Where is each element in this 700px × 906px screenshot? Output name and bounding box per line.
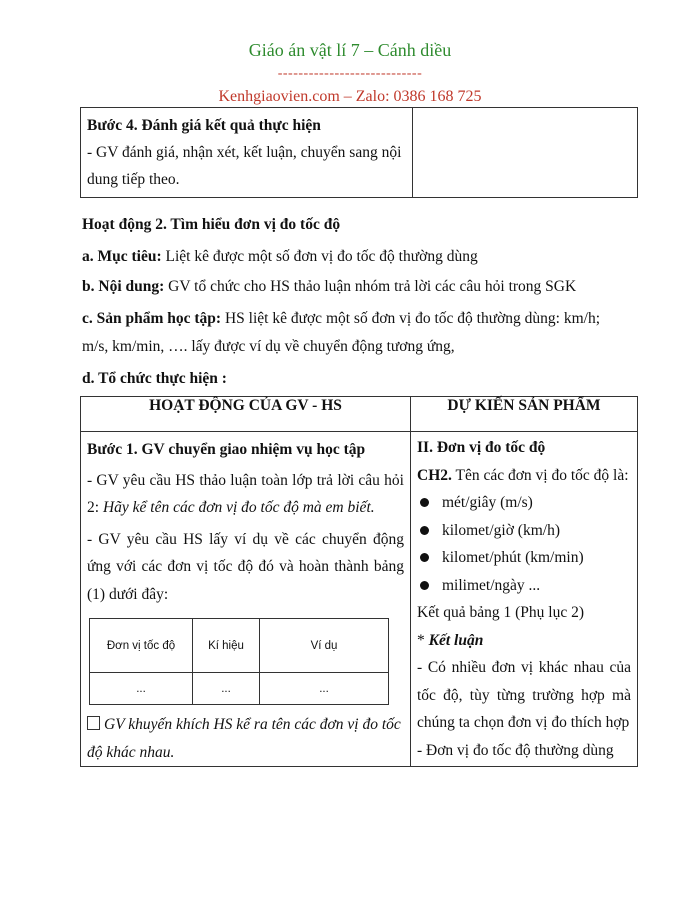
content-line: b. Nội dung: GV tổ chức cho HS thảo luận nhóm trả lời các câu hỏi trong SGK [82, 278, 577, 295]
step4-body: - GV đánh giá, nhận xét, kết luận, chuyển sang nội dung tiếp theo. [87, 144, 402, 188]
section-heading: II. Đơn vị đo tốc độ [417, 439, 546, 456]
unit-list-item: mét/giây (m/s) [417, 489, 631, 517]
encourage-note: GV khuyến khích HS kể ra tên các đơn vị đo tốc độ khác nhau. [87, 716, 401, 761]
inner-cell: ... [90, 673, 193, 705]
step4-heading: Bước 4. Đánh giá kết quả thực hiện [87, 117, 321, 134]
unit-list-item: milimet/ngày ... [417, 572, 631, 600]
inner-cell: ... [193, 673, 260, 705]
objective-line: a. Mục tiêu: Liệt kê được một số đơn vị đo tốc độ thường dùng [82, 248, 478, 265]
product-line-1: c. Sản phẩm học tập: HS liệt kê được một số đơn vị đo tốc độ thường dùng: km/h; [82, 310, 601, 327]
activity-title: Hoạt động 2. Tìm hiểu đơn vị đo tốc độ [82, 216, 341, 233]
document-header-subtitle: Kenhgiaovien.com – Zalo: 0386 168 725 [218, 88, 482, 105]
inner-header-example: Ví dụ [260, 619, 389, 673]
task-paragraph-1: - GV yêu cầu HS thảo luận toàn lớp trả lời câu hỏi 2: Hãy kể tên các đơn vị đo tốc độ mà em biết. [87, 471, 404, 516]
checkbox-glyph-icon [87, 716, 100, 730]
organize-label: d. Tổ chức thực hiện : [82, 370, 227, 387]
col-header-activities: HOẠT ĐỘNG CỦA GV - HS [81, 397, 411, 432]
task-paragraph-2: - GV yêu cầu HS lấy ví dụ về các chuyển động ứng với các đơn vị tốc độ đó và hoàn thành bảng (1) dưới đây: [87, 530, 404, 603]
col-header-products: DỰ KIẾN SẢN PHẨM [411, 397, 638, 432]
unit-list-item: kilomet/phút (km/min) [417, 544, 631, 572]
step4-empty-cell [413, 108, 638, 198]
expected-product-cell [411, 432, 638, 767]
conclusion-heading: * Kết luận [417, 631, 484, 649]
inner-header-unit: Đơn vị tốc độ [90, 619, 193, 673]
step4-cell [81, 108, 413, 198]
bullet-icon [420, 498, 429, 507]
bullet-icon [420, 581, 429, 590]
step1-heading: Bước 1. GV chuyển giao nhiệm vụ học tập [87, 441, 366, 458]
step4-table [80, 107, 638, 198]
bullet-icon [420, 553, 429, 562]
activity-table [80, 396, 638, 767]
teacher-student-cell [81, 432, 411, 767]
conclusion-paragraph-2: - Đơn vị đo tốc độ thường dùng [417, 741, 614, 759]
units-example-table [89, 618, 389, 705]
product-line-2: m/s, km/min, …. lấy được ví dụ về chuyển động tương ứng, [82, 338, 455, 355]
ch2-line: CH2. Tên các đơn vị đo tốc độ là: [417, 466, 629, 484]
header-dash-divider: ---------------------------- [277, 66, 423, 81]
result-line: Kết quả bảng 1 (Phụ lục 2) [417, 604, 585, 621]
unit-list-item: kilomet/giờ (km/h) [417, 517, 631, 545]
document-header-title: Giáo án vật lí 7 – Cánh diều [248, 40, 452, 60]
conclusion-paragraph-1: - Có nhiều đơn vị khác nhau của tốc độ, tùy từng trường hợp mà chúng ta chọn đơn vị đo thích hợp [417, 659, 631, 731]
inner-cell: ... [260, 673, 389, 705]
inner-header-symbol: Kí hiệu [193, 619, 260, 673]
bullet-icon [420, 526, 429, 535]
